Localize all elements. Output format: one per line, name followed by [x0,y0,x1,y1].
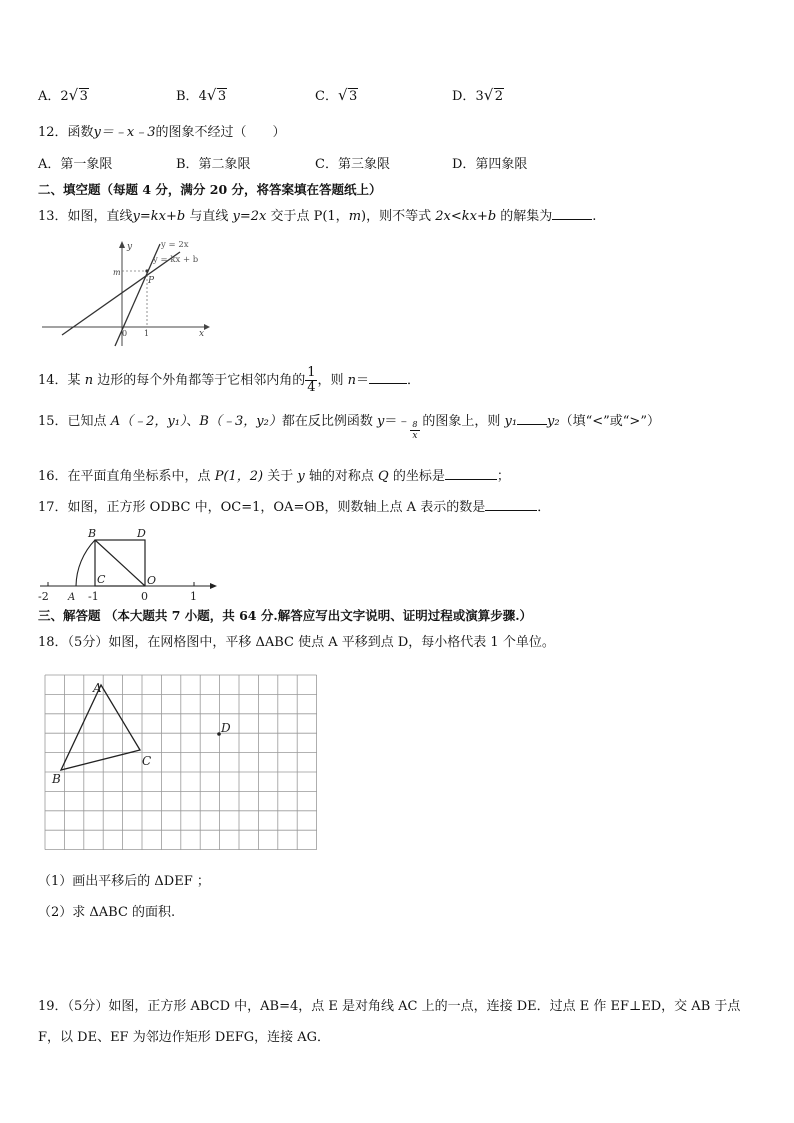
q17-label-a: A [68,592,76,603]
q12-option-b: B．第二象限 [176,157,251,172]
q13-label-p: P [148,276,155,286]
q13-stem: 13．如图，直线y=kx+b 与直线 y=2x 交于点 P(1，m)，则不等式 2x<kx+b 的解集为 . [38,209,597,224]
q12-option-a: A．第一象限 [38,157,113,172]
sqrt-d: √ 2 [483,86,503,104]
q18-label-d: D [221,721,231,735]
q17-label-d: D [137,527,146,540]
q11-option-a: A．2 √ 3 [38,86,88,104]
q11-option-c: C． √ 3 [315,86,358,104]
q13-label-origin: 0 [122,329,128,338]
answer-blank [445,467,497,480]
q11-option-b: B．4 √ 3 [176,86,227,104]
q19-line1: 19．（5分）如图，正方形 ABCD 中，AB=4，点 E 是对角线 AC 上的一点，连接 DE．过点 E 作 EF⊥ED，交 AB 于点 [38,999,741,1014]
q18-label-c: C [142,754,152,768]
q18-label-b: B [52,772,61,786]
fraction-8-over-x: $\frac{8}{x}$ [410,407,422,425]
point-p [145,269,148,272]
sqrt-b: √ 3 [206,86,227,104]
tick-label-minus-1: -1 [88,590,99,603]
q12-option-d: D．第四象限 [452,157,528,172]
q13-label-line2: y = kx + b [153,255,199,265]
q11-option-d: D．3 √ 2 [452,86,503,104]
sqrt-c: √ 3 [337,86,358,104]
q13-label-y: y [127,242,133,252]
q13-label-x: x [199,329,205,339]
answer-blank [369,371,407,384]
fraction-one-quarter: $\frac{1}{4}$ [307,365,316,395]
q18-stem: 18．（5分）如图，在网格图中，平移 ΔABC 使点 A 平移到点 D，每小格代表 1 个单位。 [38,635,555,650]
arc-ob-oa [76,540,95,586]
answer-blank [485,498,537,511]
answer-blank [552,207,592,220]
q16-stem: 16．在平面直角坐标系中，点 P(1，2) 关于 y 轴的对称点 Q 的坐标是 ； [38,469,510,484]
q13-figure [38,238,218,353]
q18-grid-figure [38,670,328,860]
q18-sub1: （1）画出平移后的 ΔDEF ； [38,874,210,889]
q17-stem: 17．如图，正方形 ODBC 中，OC=1，OA=OB，则数轴上点 A 表示的数是 ． [38,500,551,515]
q17-label-o: O [147,574,157,587]
q13-label-m: m [113,268,121,277]
tick-label-0: 0 [141,590,148,603]
section2-heading: 二、填空题（每题 4 分，满分 20 分，将答案填在答题纸上） [38,182,382,197]
answer-blank [517,412,547,425]
q18-label-a: A [93,681,102,695]
grid-lines [45,675,317,850]
tick-label-1: 1 [190,590,197,603]
q14-stem: 14．某 n 边形的每个外角都等于它相邻内角的 $\frac{1}{4}$ ，则 n＝ ． [38,365,421,395]
q12-stem: 12．函数y＝﹣x﹣3的图象不经过（ ） [38,125,286,140]
q17-label-c: C [97,573,106,586]
q17-figure [34,522,224,604]
q12-option-c: C．第三象限 [315,157,390,172]
q17-label-b: B [88,527,97,540]
sqrt-a: √ 3 [68,86,88,104]
section3-heading: 三、解答题 （本大题共 7 小题，共 64 分.解答应写出文字说明、证明过程或演算步骤.） [38,608,533,623]
q13-label-one: 1 [144,329,150,338]
q15-stem: 15．已知点 A（﹣2，y₁）、B（﹣3，y₂）都在反比例函数 y＝﹣ $\frac{8}{x}$ 的图象上，则 y₁ y₂（填“<”或“>”） [38,407,660,431]
triangle-abc [61,685,140,770]
q18-sub2: （2）求 ΔABC 的面积. [38,905,176,920]
tick-label-minus-2: -2 [38,590,49,603]
q19-line2: F，以 DE、EF 为邻边作矩形 DEFG，连接 AG． [38,1030,331,1045]
q13-label-line1: y = 2x [161,240,189,250]
